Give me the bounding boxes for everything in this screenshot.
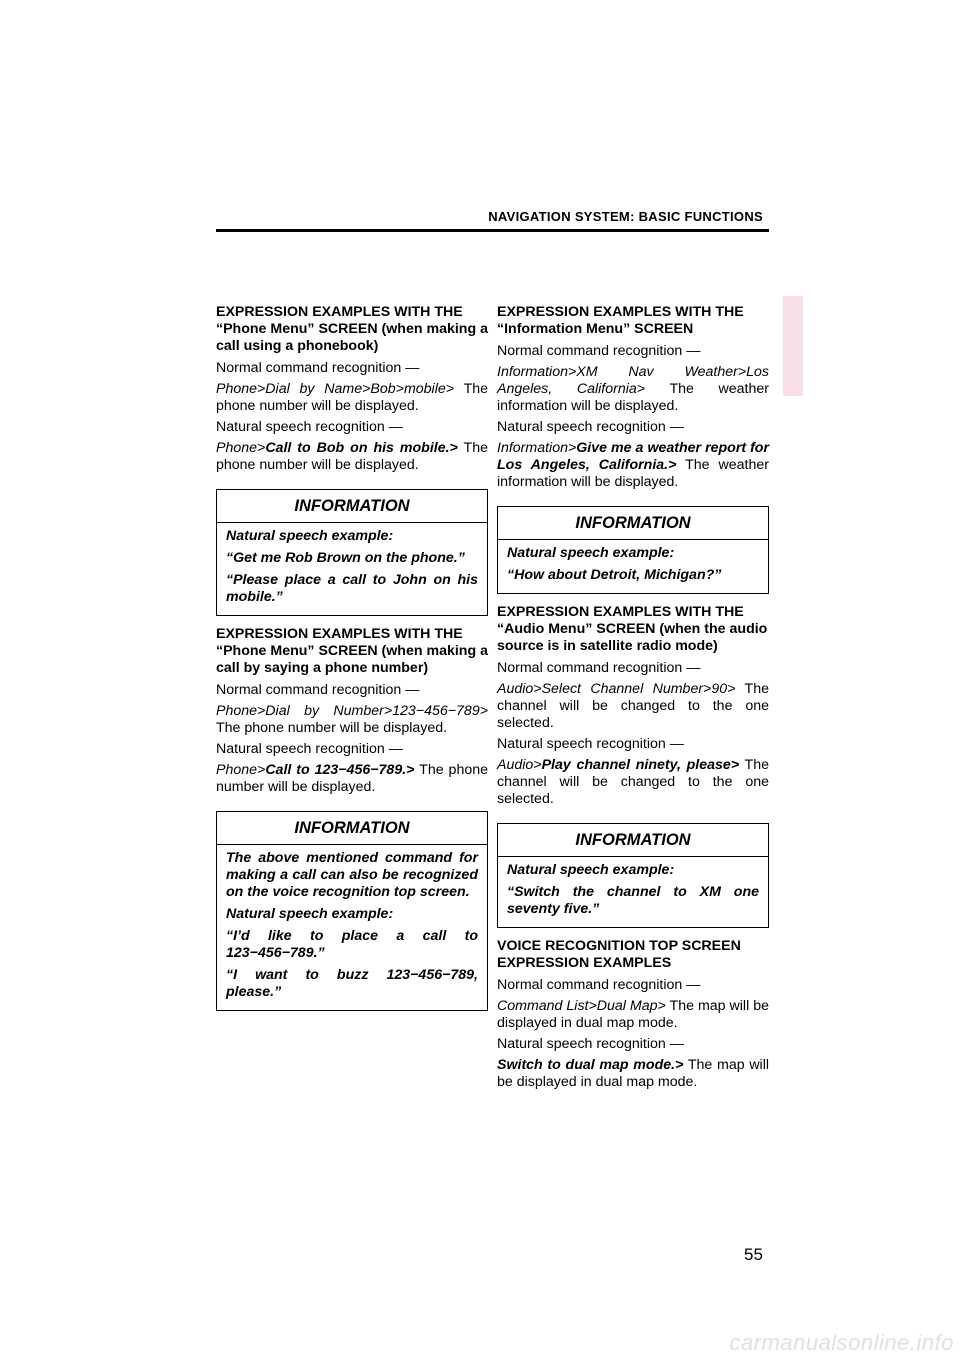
information-line: “I want to buzz 123−456−789, please.” <box>226 967 478 1000</box>
natural-example <box>497 757 769 808</box>
natural-example <box>497 440 769 491</box>
chapter-side-tab <box>783 296 803 396</box>
normal-example <box>216 381 488 415</box>
result-text: The channel will be changed to the one selected. <box>497 681 769 731</box>
information-line: “How about Detroit, Michigan?” <box>507 567 722 583</box>
result-text: The weather information will be displayed. <box>497 457 769 490</box>
natural-label: Natural speech recognition — <box>216 419 403 435</box>
normal-example <box>497 998 769 1032</box>
information-line: Natural speech example: <box>507 862 675 878</box>
spoken-command: Switch to dual map mode.> <box>497 1057 684 1073</box>
normal-label: Normal command recognition — <box>497 977 701 993</box>
information-title: INFORMATION <box>217 812 487 845</box>
natural-example <box>497 1057 769 1091</box>
information-line: “I’d like to place a call to 123−456−789.” <box>226 928 478 961</box>
command-text: Audio>Select Channel Number>90> <box>497 681 736 697</box>
command-prefix: Information> <box>497 440 577 456</box>
section-heading: EXPRESSION EXAMPLES WITH THE “Information Menu” SCREEN <box>497 304 744 337</box>
page-header <box>216 206 769 232</box>
information-box <box>497 823 769 928</box>
information-title: INFORMATION <box>498 824 768 857</box>
watermark: carmanualsonline.info <box>729 1330 954 1355</box>
normal-label: Normal command recognition — <box>497 343 701 359</box>
result-text: The map will be displayed in dual map mode. <box>497 998 769 1031</box>
left-column <box>216 304 488 1021</box>
natural-example <box>216 440 488 474</box>
page-number: 55 <box>744 1245 763 1264</box>
normal-example <box>216 703 488 737</box>
information-box <box>497 506 769 594</box>
normal-example <box>497 364 769 415</box>
result-text: The channel will be changed to the one selected. <box>497 757 769 807</box>
natural-label: Natural speech recognition — <box>497 419 684 435</box>
section-heading: EXPRESSION EXAMPLES WITH THE “Phone Menu” SCREEN (when making a call using a phonebook) <box>216 304 488 354</box>
command-prefix: Phone> <box>216 440 266 456</box>
section-heading: EXPRESSION EXAMPLES WITH THE “Phone Menu” SCREEN (when making a call by saying a phone number) <box>216 626 488 676</box>
section-heading: EXPRESSION EXAMPLES WITH THE “Audio Menu” SCREEN (when the audio source is in satellite radio mode) <box>497 604 768 654</box>
result-text: The phone number will be displayed. <box>216 762 489 795</box>
information-line: “Get me Rob Brown on the phone.” <box>226 550 465 566</box>
result-text: The phone number will be displayed. <box>216 440 488 473</box>
command-text: Phone>Dial by Name>Bob>mobile> <box>216 381 455 397</box>
information-title: INFORMATION <box>498 507 768 540</box>
result-text: The phone number will be displayed. <box>216 720 448 736</box>
result-text: The weather information will be displayed. <box>497 381 769 414</box>
command-prefix: Audio> <box>497 757 542 773</box>
result-text: The phone number will be displayed. <box>216 381 489 414</box>
information-title: INFORMATION <box>217 490 487 523</box>
information-box <box>216 811 488 1011</box>
command-prefix: Phone> <box>216 762 266 778</box>
information-line: “Switch the channel to XM one seventy five.” <box>507 884 759 917</box>
header-title: NAVIGATION SYSTEM: BASIC FUNCTIONS <box>488 209 763 224</box>
right-column <box>497 304 769 1095</box>
natural-label: Natural speech recognition — <box>497 736 684 752</box>
spoken-command: Call to Bob on his mobile.> <box>265 440 458 456</box>
information-line: “Please place a call to John on his mobile.” <box>226 572 478 605</box>
section-heading: VOICE RECOGNITION TOP SCREEN EXPRESSION EXAMPLES <box>497 938 741 971</box>
information-box <box>216 489 488 616</box>
information-line: Natural speech example: <box>507 545 675 561</box>
natural-label: Natural speech recognition — <box>497 1036 684 1052</box>
command-text: Information>XM Nav Weather>Los Angeles, California> <box>497 364 769 397</box>
information-line: The above mentioned command for making a call can also be recognized on the voice recognition top screen. <box>226 850 478 900</box>
header-rule <box>216 229 769 232</box>
information-line: Natural speech example: <box>226 906 394 922</box>
command-text: Phone>Dial by Number>123−456−789> <box>216 703 488 719</box>
information-line: Natural speech example: <box>226 528 394 544</box>
spoken-command: Play channel ninety, please> <box>541 757 740 773</box>
result-text: The map will be displayed in dual map mode. <box>497 1057 770 1090</box>
normal-label: Normal command recognition — <box>497 660 701 676</box>
spoken-command: Give me a weather report for Los Angeles, California.> <box>497 440 769 473</box>
normal-label: Normal command recognition — <box>216 360 420 376</box>
natural-label: Natural speech recognition — <box>216 741 403 757</box>
spoken-command: Call to 123−456−789.> <box>265 762 415 778</box>
normal-label: Normal command recognition — <box>216 682 420 698</box>
command-text: Command List>Dual Map> <box>497 998 666 1014</box>
normal-example <box>497 681 769 732</box>
natural-example <box>216 762 488 796</box>
